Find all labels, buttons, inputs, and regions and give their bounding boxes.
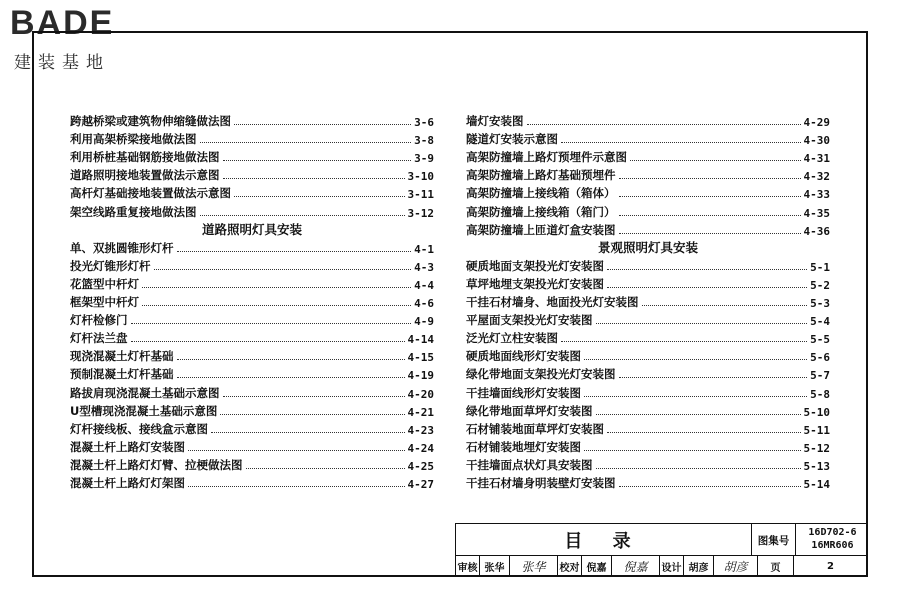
toc-entry xyxy=(466,364,830,382)
dot-leader xyxy=(220,414,404,415)
toc-entry-page: 5-4 xyxy=(810,315,830,329)
page-label: 页 xyxy=(758,556,794,576)
toc-entry-title: 灯杆法兰盘 xyxy=(70,331,128,346)
toc-entry-page: 4-35 xyxy=(803,206,830,220)
toc-entry-page: 4-36 xyxy=(803,224,830,238)
toc-entry xyxy=(466,310,830,328)
toc-entry-page: 3-12 xyxy=(407,206,434,220)
toc-entry xyxy=(70,147,434,165)
toc-entry xyxy=(70,401,434,419)
dot-leader xyxy=(596,468,801,469)
toc-entry xyxy=(70,201,434,219)
toc-entry-title: 高架防撞墙上路灯基础预埋件 xyxy=(466,168,616,183)
toc-entry-page: 4-27 xyxy=(407,477,434,491)
title-block-signatures xyxy=(455,555,868,577)
toc-entry-title: 灯杆检修门 xyxy=(70,313,128,328)
dot-leader xyxy=(246,468,405,469)
toc-entry-page: 5-3 xyxy=(810,297,830,311)
toc-entry-page: 3-11 xyxy=(407,188,434,202)
atlas-number-2: 16MR606 xyxy=(811,540,854,551)
review-label: 审核 xyxy=(456,556,480,576)
toc-entry-page: 4-31 xyxy=(803,152,830,166)
toc-entry-page: 5-14 xyxy=(803,477,830,491)
dot-leader xyxy=(561,142,801,143)
logo-brand: BADE xyxy=(10,4,115,42)
toc-entry-title: 高架防撞墙上路灯预埋件示意图 xyxy=(466,150,627,165)
toc-entry xyxy=(466,455,830,473)
toc-entry-page: 4-4 xyxy=(414,278,434,292)
toc-entry-title: 高架防撞墙上接线箱（箱体） xyxy=(466,186,616,201)
toc-entry xyxy=(70,183,434,201)
toc-entry xyxy=(466,401,830,419)
toc-entry-page: 4-25 xyxy=(407,459,434,473)
toc-entry xyxy=(466,274,830,292)
toc-entry-title: 硬质地面线形灯安装图 xyxy=(466,349,581,364)
section-heading-text: 景观照明灯具安装 xyxy=(597,239,698,255)
design-name: 胡彦 xyxy=(684,556,714,576)
dot-leader xyxy=(619,178,801,179)
toc-entry-title: 墙灯安装图 xyxy=(466,114,524,129)
page-number: 2 xyxy=(827,560,834,572)
toc-entry-page: 3-6 xyxy=(414,116,434,130)
toc-entry xyxy=(466,292,830,310)
dot-leader xyxy=(200,215,405,216)
toc-entry-title: 混凝土杆上路灯灯臂、拉梗做法图 xyxy=(70,457,243,472)
toc-entry-page: 4-32 xyxy=(803,170,830,184)
section-heading xyxy=(70,220,434,238)
toc-entry-page: 4-24 xyxy=(407,441,434,455)
toc-entry-page: 5-1 xyxy=(810,260,830,274)
dot-leader xyxy=(584,450,801,451)
toc-entry xyxy=(466,437,830,455)
toc-entry xyxy=(70,274,434,292)
dot-leader xyxy=(177,251,412,252)
toc-entry xyxy=(70,310,434,328)
toc-entry xyxy=(70,292,434,310)
toc-entry-page: 5-10 xyxy=(803,405,830,419)
toc-entry-page: 5-8 xyxy=(810,387,830,401)
toc-entry-title: 平屋面支架投光灯安装图 xyxy=(466,313,593,328)
dot-leader xyxy=(223,178,405,179)
toc-entry-title: 投光灯锥形灯杆 xyxy=(70,258,151,273)
dot-leader xyxy=(527,124,801,125)
title-block-top xyxy=(455,523,868,555)
toc-entry xyxy=(466,256,830,274)
toc-entry-page: 4-3 xyxy=(414,260,434,274)
toc-entry-title: 混凝土杆上路灯灯架图 xyxy=(70,475,185,490)
dot-leader xyxy=(142,305,411,306)
toc-entry-title: 绿化带地面草坪灯安装图 xyxy=(466,403,593,418)
toc-entry xyxy=(70,437,434,455)
toc-entry-page: 5-2 xyxy=(810,278,830,292)
toc-entry xyxy=(70,346,434,364)
toc-entry-title: 道路照明接地装置做法示意图 xyxy=(70,168,220,183)
toc-entry-title: 石材铺装地埋灯安装图 xyxy=(466,439,581,454)
toc-entry-page: 4-19 xyxy=(407,369,434,383)
toc-entry-title: 干挂石材墙身明装壁灯安装图 xyxy=(466,475,616,490)
atlas-number xyxy=(796,526,869,552)
atlas-number-1: 16D702-6 xyxy=(808,527,857,538)
toc-entry-title: 架空线路重复接地做法图 xyxy=(70,204,197,219)
dot-leader xyxy=(607,432,801,433)
toc-entry-title: 单、双挑圆锥形灯杆 xyxy=(70,240,174,255)
toc-entry-page: 4-23 xyxy=(407,423,434,437)
toc-entry xyxy=(466,201,830,219)
dot-leader xyxy=(234,196,405,197)
toc-entry-page: 4-33 xyxy=(803,188,830,202)
toc-entry-title: 利用高架桥梁接地做法图 xyxy=(70,132,197,147)
toc-entry-title: 高架防撞墙上接线箱（箱门） xyxy=(466,204,616,219)
toc-entry-title: 框架型中杆灯 xyxy=(70,295,139,310)
toc-entry-page: 5-11 xyxy=(803,423,830,437)
dot-leader xyxy=(154,269,412,270)
dot-leader xyxy=(619,215,801,216)
toc-entry-page: 4-1 xyxy=(414,242,434,256)
dot-leader xyxy=(177,377,405,378)
toc-entry-page: 4-29 xyxy=(803,116,830,130)
toc-left-column xyxy=(70,111,434,491)
toc-entry-page: 5-12 xyxy=(803,441,830,455)
toc-entry-title: 干挂石材墙身、地面投光灯安装图 xyxy=(466,295,639,310)
toc-entry xyxy=(70,111,434,129)
review-signature: 张华 xyxy=(510,556,558,576)
dot-leader xyxy=(188,486,405,487)
toc-entry-title: 隧道灯安装示意图 xyxy=(466,132,558,147)
toc-entry xyxy=(466,220,830,238)
dot-leader xyxy=(584,396,807,397)
toc-entry xyxy=(70,165,434,183)
dot-leader xyxy=(177,359,405,360)
toc-entry-page: 4-14 xyxy=(407,333,434,347)
dot-leader xyxy=(561,341,807,342)
toc-entry xyxy=(466,346,830,364)
toc-entry-page: 5-13 xyxy=(803,459,830,473)
dot-leader xyxy=(619,377,808,378)
toc-entry-page: 4-20 xyxy=(407,387,434,401)
toc-entry-page: 4-30 xyxy=(803,134,830,148)
toc-entry-title: 干挂墙面线形灯安装图 xyxy=(466,385,581,400)
dot-leader xyxy=(584,359,807,360)
toc-entry-page: 4-9 xyxy=(414,315,434,329)
dot-leader xyxy=(619,233,801,234)
dot-leader xyxy=(607,287,807,288)
toc-entry-title: 跨越桥梁或建筑物伸缩缝做法图 xyxy=(70,114,231,129)
toc-entry xyxy=(70,364,434,382)
toc-entry-title: 干挂墙面点状灯具安装图 xyxy=(466,457,593,472)
dot-leader xyxy=(131,323,412,324)
toc-entry-page: 3-8 xyxy=(414,134,434,148)
section-heading xyxy=(466,238,830,256)
toc-entry xyxy=(70,328,434,346)
sheet-title: 目 录 xyxy=(456,524,752,556)
toc-entry-title: 石材铺装地面草坪灯安装图 xyxy=(466,421,604,436)
toc-entry-title: 高杆灯基础接地装置做法示意图 xyxy=(70,186,231,201)
toc-entry-title: 灯杆接线板、接线盒示意图 xyxy=(70,421,208,436)
dot-leader xyxy=(607,269,807,270)
toc-entry-title: U型槽现浇混凝土基础示意图 xyxy=(70,403,218,418)
dot-leader xyxy=(234,124,411,125)
toc-entry xyxy=(70,256,434,274)
toc-entry-page: 5-7 xyxy=(810,369,830,383)
dot-leader xyxy=(630,160,801,161)
design-signature: 胡彦 xyxy=(714,556,758,576)
toc-entry-title: 高架防撞墙上匝道灯盒安装图 xyxy=(466,222,616,237)
toc-entry-title: 绿化带地面支架投光灯安装图 xyxy=(466,367,616,382)
toc-entry xyxy=(466,382,830,400)
toc-entry xyxy=(466,473,830,491)
toc-entry xyxy=(466,183,830,201)
toc-entry-page: 3-10 xyxy=(407,170,434,184)
check-label: 校对 xyxy=(558,556,582,576)
toc-entry-title: 利用桥桩基础钢筋接地做法图 xyxy=(70,150,220,165)
toc-entry-title: 预制混凝土灯杆基础 xyxy=(70,367,174,382)
toc-entry-title: 现浇混凝土灯杆基础 xyxy=(70,349,174,364)
toc-entry xyxy=(466,147,830,165)
toc-entry-title: 泛光灯立柱安装图 xyxy=(466,331,558,346)
toc-entry-title: 花篮型中杆灯 xyxy=(70,276,139,291)
design-label: 设计 xyxy=(660,556,684,576)
dot-leader xyxy=(619,196,801,197)
dot-leader xyxy=(223,396,405,397)
dot-leader xyxy=(200,142,412,143)
atlas-label: 图集号 xyxy=(752,524,796,556)
section-heading-text: 道路照明灯具安装 xyxy=(201,221,302,237)
toc-entry xyxy=(70,238,434,256)
dot-leader xyxy=(211,432,405,433)
check-signature: 倪嘉 xyxy=(612,556,660,576)
toc-entry-page: 5-6 xyxy=(810,351,830,365)
toc-entry xyxy=(466,111,830,129)
toc-entry xyxy=(466,328,830,346)
toc-entry xyxy=(70,129,434,147)
toc-entry-page: 5-5 xyxy=(810,333,830,347)
toc-entry-title: 草坪地埋支架投光灯安装图 xyxy=(466,276,604,291)
toc-right-column xyxy=(466,111,830,491)
toc-entry-title: 硬质地面支架投光灯安装图 xyxy=(466,258,604,273)
toc-entry xyxy=(70,473,434,491)
toc-entry xyxy=(70,455,434,473)
dot-leader xyxy=(188,450,405,451)
dot-leader xyxy=(142,287,411,288)
check-name: 倪嘉 xyxy=(582,556,612,576)
toc-entry xyxy=(466,129,830,147)
toc-entry xyxy=(466,419,830,437)
dot-leader xyxy=(223,160,412,161)
toc-entry xyxy=(70,419,434,437)
toc-entry-page: 4-15 xyxy=(407,351,434,365)
toc-entry-title: 路拔肩现浇混凝土基础示意图 xyxy=(70,385,220,400)
toc-entry xyxy=(466,165,830,183)
toc-entry-page: 3-9 xyxy=(414,152,434,166)
dot-leader xyxy=(596,414,801,415)
toc-entry-title: 混凝土杆上路灯安装图 xyxy=(70,439,185,454)
title-block xyxy=(455,523,868,577)
dot-leader xyxy=(596,323,808,324)
review-name: 张华 xyxy=(480,556,510,576)
toc-entry-page: 4-21 xyxy=(407,405,434,419)
dot-leader xyxy=(131,341,405,342)
dot-leader xyxy=(642,305,808,306)
logo-subtitle: 建装基地 xyxy=(14,53,110,73)
toc-entry-page: 4-6 xyxy=(414,297,434,311)
toc-entry xyxy=(70,382,434,400)
dot-leader xyxy=(619,486,801,487)
